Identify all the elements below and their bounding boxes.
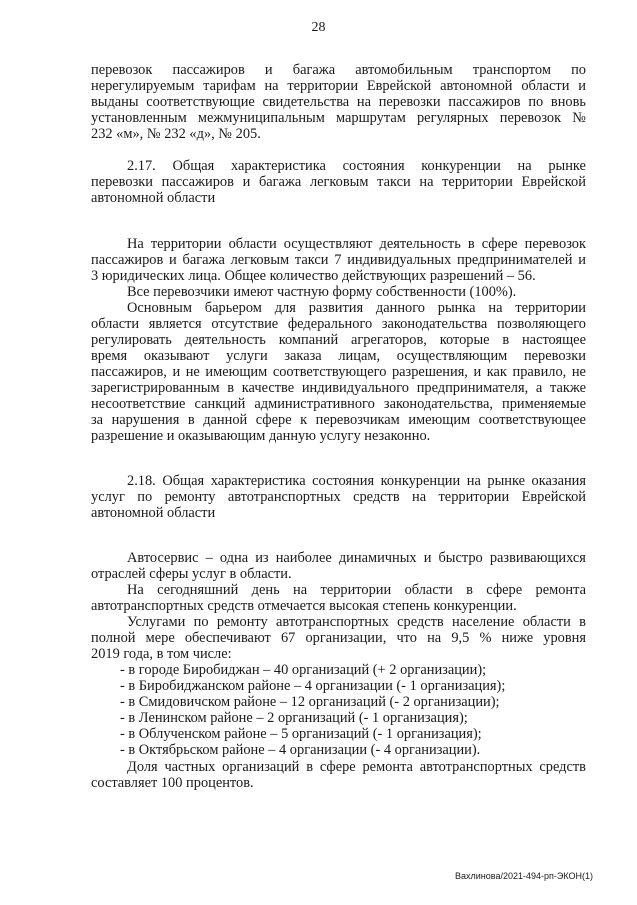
word: маршрутам bbox=[335, 110, 406, 126]
word: сфере bbox=[255, 412, 292, 428]
word: сфере bbox=[486, 582, 523, 598]
word: Доля bbox=[127, 759, 158, 775]
word: легковым bbox=[230, 252, 290, 268]
body-line bbox=[127, 300, 586, 316]
word: На bbox=[127, 236, 144, 252]
word: соответствующее bbox=[478, 412, 586, 428]
word: конкуренции bbox=[421, 158, 501, 174]
word: 2.17. bbox=[127, 158, 156, 174]
word: и bbox=[172, 364, 181, 380]
word: законодательства bbox=[381, 316, 488, 332]
list-item: - в Октябрьском районе – 4 организации (- 4 организации). bbox=[120, 742, 481, 758]
word: ремонта bbox=[362, 759, 413, 775]
word: и bbox=[242, 174, 251, 190]
word: развития bbox=[308, 300, 364, 316]
word: легковым bbox=[309, 174, 369, 190]
word: данного bbox=[375, 300, 425, 316]
word: перевозок bbox=[524, 236, 586, 252]
word: одна bbox=[219, 550, 249, 566]
word: сфере bbox=[481, 236, 518, 252]
word: багажа bbox=[182, 252, 225, 268]
word: пассажиров bbox=[161, 174, 234, 190]
heading-line bbox=[91, 489, 586, 505]
word: территории bbox=[320, 582, 392, 598]
word: предпринимателей bbox=[457, 252, 573, 268]
body-line: разрешение и оказывающим данную услугу незаконно. bbox=[91, 428, 431, 444]
word: и bbox=[423, 550, 432, 566]
word: деятельность bbox=[379, 236, 461, 252]
word: нерегулируемым bbox=[91, 78, 195, 94]
word: разрешения, bbox=[391, 364, 468, 380]
word: такси bbox=[377, 174, 411, 190]
word: на bbox=[264, 78, 279, 94]
word: % bbox=[479, 630, 492, 646]
word: за bbox=[91, 412, 104, 428]
word: настоящее bbox=[521, 332, 586, 348]
word: быстро bbox=[438, 550, 483, 566]
word: территории bbox=[287, 78, 359, 94]
word: для bbox=[274, 300, 296, 316]
word: и bbox=[169, 252, 177, 268]
word: пассажиров bbox=[91, 252, 164, 268]
body-line bbox=[91, 364, 586, 380]
word: 67 bbox=[280, 630, 296, 646]
word: Основным bbox=[127, 300, 192, 316]
word: на bbox=[466, 473, 481, 489]
word: состояния bbox=[342, 158, 405, 174]
word: санкций bbox=[194, 396, 246, 412]
word: зарегистрированным bbox=[91, 380, 220, 396]
word: на bbox=[517, 158, 532, 174]
word: время bbox=[91, 348, 128, 364]
word: также bbox=[550, 380, 586, 396]
word: нарушения bbox=[111, 412, 180, 428]
word: по bbox=[571, 62, 586, 78]
intro-line bbox=[91, 94, 586, 110]
word: средств bbox=[353, 489, 400, 505]
word: рынке bbox=[487, 473, 525, 489]
word: – bbox=[205, 550, 213, 566]
word: оказания bbox=[531, 473, 586, 489]
body-line bbox=[127, 550, 586, 566]
word: транспортом bbox=[472, 62, 551, 78]
word: такси bbox=[294, 252, 329, 268]
word: федерального bbox=[287, 316, 373, 332]
word: ремонту bbox=[216, 614, 268, 630]
word: на bbox=[412, 489, 427, 505]
word: имеющим bbox=[205, 364, 268, 380]
body-line bbox=[127, 614, 586, 630]
closing-line: составляет 100 процентов. bbox=[91, 775, 254, 791]
word: и bbox=[264, 62, 273, 78]
word: осуществляют bbox=[283, 236, 373, 252]
word: Общая bbox=[172, 158, 215, 174]
word: в bbox=[187, 412, 195, 428]
word: ремонту bbox=[164, 489, 216, 505]
word: межмуниципальным bbox=[197, 110, 325, 126]
word: полной bbox=[91, 630, 136, 646]
word: соответствующие bbox=[146, 94, 255, 110]
word: позволяющего bbox=[496, 316, 586, 332]
word: качестве bbox=[241, 380, 295, 396]
word: законодательства, bbox=[383, 396, 493, 412]
word: данной bbox=[203, 412, 248, 428]
word: Услугами bbox=[127, 614, 186, 630]
heading-line bbox=[127, 158, 586, 174]
word: организаций bbox=[222, 759, 300, 775]
word: конкуренции bbox=[380, 473, 461, 489]
word: барьером bbox=[204, 300, 262, 316]
word: что bbox=[396, 630, 417, 646]
word: динамичных bbox=[338, 550, 417, 566]
word: по bbox=[528, 94, 544, 110]
word: в bbox=[467, 236, 475, 252]
body-line bbox=[91, 630, 586, 646]
word: Еврейской bbox=[521, 489, 586, 505]
word: территории bbox=[438, 489, 510, 505]
word: сфере bbox=[319, 759, 356, 775]
word: отсутствие bbox=[211, 316, 279, 332]
heading-line bbox=[127, 473, 586, 489]
word: 2.18. bbox=[127, 473, 156, 489]
word: автотранспортных bbox=[276, 614, 389, 630]
word: перевозки bbox=[378, 94, 441, 110]
word: пассажиров, bbox=[91, 364, 167, 380]
body-line: автотранспортных средств отмечается высокая степень конкуренции. bbox=[91, 598, 517, 614]
heading-line: автономной области bbox=[91, 190, 216, 206]
intro-line bbox=[91, 78, 586, 94]
word: перевозчикам bbox=[315, 412, 400, 428]
word: перевозки bbox=[523, 348, 586, 364]
word: багажа bbox=[292, 62, 336, 78]
list-item: - в Биробиджанском районе – 4 организации (- 1 организация); bbox=[120, 678, 506, 694]
word: свидетельства bbox=[262, 94, 350, 110]
word: в bbox=[227, 380, 235, 396]
word: регулярных bbox=[416, 110, 489, 126]
word: наиболее bbox=[275, 550, 332, 566]
word: рынке bbox=[548, 158, 586, 174]
word: которые bbox=[439, 332, 490, 348]
word: территории bbox=[442, 174, 513, 190]
word: области bbox=[91, 316, 140, 332]
word: заказа bbox=[284, 348, 322, 364]
word: ремонта bbox=[535, 582, 586, 598]
word: применяемые bbox=[502, 396, 586, 412]
word: и bbox=[578, 78, 586, 94]
word: вновь bbox=[550, 94, 586, 110]
word: уровня bbox=[543, 630, 586, 646]
word: № bbox=[572, 110, 586, 126]
body-line bbox=[91, 380, 586, 396]
word: 7 bbox=[334, 252, 342, 268]
word: индивидуального bbox=[301, 380, 409, 396]
word: осуществляющим bbox=[396, 348, 508, 364]
word: перевозок bbox=[499, 110, 562, 126]
word: в bbox=[579, 614, 586, 630]
word: автономной bbox=[440, 78, 513, 94]
closing-line bbox=[127, 759, 586, 775]
word: компаний bbox=[278, 332, 339, 348]
word: и bbox=[473, 364, 482, 380]
word: день bbox=[251, 582, 280, 598]
word: организации, bbox=[305, 630, 387, 646]
word: несоответствие bbox=[91, 396, 186, 412]
intro-line bbox=[91, 62, 586, 78]
word: население bbox=[452, 614, 515, 630]
word: 9,5 bbox=[451, 630, 470, 646]
word: области bbox=[521, 78, 570, 94]
word: территории bbox=[515, 300, 586, 316]
word: частных bbox=[164, 759, 216, 775]
word: Автосервис bbox=[127, 550, 199, 566]
body-line bbox=[127, 236, 586, 252]
word: области bbox=[228, 236, 277, 252]
heading-line: автономной области bbox=[91, 505, 216, 521]
word: на bbox=[356, 94, 371, 110]
body-line: 3 юридических лица. Общее количество действующих разрешений – 56. bbox=[91, 268, 536, 284]
word: на bbox=[488, 300, 503, 316]
word: по bbox=[137, 489, 153, 505]
word: средств bbox=[397, 614, 444, 630]
word: не bbox=[571, 364, 586, 380]
word: пассажиров bbox=[172, 62, 245, 78]
word: индивидуальных bbox=[347, 252, 452, 268]
word: деятельность bbox=[184, 332, 266, 348]
word: услуги bbox=[226, 348, 268, 364]
word: характеристика bbox=[231, 158, 326, 174]
body-line bbox=[127, 582, 586, 598]
word: развивающихся bbox=[489, 550, 586, 566]
body-line: 2019 года, в том числе: bbox=[91, 646, 232, 662]
word: перевозки bbox=[91, 174, 153, 190]
word: административного bbox=[254, 396, 375, 412]
word: ниже bbox=[501, 630, 534, 646]
word: перевозок bbox=[91, 62, 153, 78]
word: характеристика bbox=[210, 473, 306, 489]
word: и bbox=[578, 252, 586, 268]
word: обеспечивают bbox=[184, 630, 271, 646]
word: автотранспортных bbox=[419, 759, 533, 775]
body-line bbox=[91, 316, 586, 332]
word: в bbox=[502, 332, 510, 348]
word: на bbox=[293, 582, 308, 598]
word: регулировать bbox=[91, 332, 172, 348]
word: в bbox=[306, 759, 313, 775]
word: автомобильным bbox=[355, 62, 453, 78]
word: по bbox=[193, 614, 209, 630]
list-item: - в городе Биробиджан – 40 организаций (+ 2 организации); bbox=[120, 662, 487, 678]
word: в bbox=[466, 582, 473, 598]
word: агрегаторов, bbox=[351, 332, 427, 348]
word: услуг bbox=[91, 489, 125, 505]
intro-line bbox=[91, 110, 586, 126]
word: территории bbox=[150, 236, 222, 252]
word: на bbox=[419, 174, 434, 190]
word: области bbox=[522, 614, 571, 630]
page-number: 28 bbox=[311, 20, 326, 35]
word: Еврейской bbox=[521, 174, 586, 190]
body-line: Все перевозчики имеют частную форму собственности (100%). bbox=[127, 284, 517, 300]
word: рынка bbox=[437, 300, 476, 316]
body-line: отраслей сферы услуг в области. bbox=[91, 566, 292, 582]
heading-line bbox=[91, 174, 586, 190]
word: состояния bbox=[312, 473, 375, 489]
body-line bbox=[91, 332, 586, 348]
word: На bbox=[127, 582, 144, 598]
word: средств bbox=[539, 759, 586, 775]
word: правило, bbox=[512, 364, 567, 380]
word: Еврейской bbox=[366, 78, 432, 94]
word: а bbox=[535, 380, 543, 396]
word: соответствующего bbox=[272, 364, 387, 380]
word: как bbox=[486, 364, 507, 380]
word: тарифам bbox=[203, 78, 256, 94]
word: к bbox=[300, 412, 308, 428]
body-line bbox=[91, 396, 586, 412]
body-line bbox=[91, 252, 586, 268]
word: Общая bbox=[162, 473, 205, 489]
word: установленным bbox=[91, 110, 187, 126]
body-line bbox=[91, 348, 586, 364]
word: багажа bbox=[258, 174, 302, 190]
list-item: - в Смидовичском районе – 12 организаций (- 2 организации); bbox=[120, 694, 500, 710]
word: мере bbox=[145, 630, 175, 646]
word: области bbox=[404, 582, 453, 598]
footer-reference: Вахлинова/2021-494-рп-ЭКОН(1) bbox=[455, 871, 593, 881]
word: не bbox=[185, 364, 200, 380]
word: пассажиров bbox=[448, 94, 521, 110]
word: лицам, bbox=[338, 348, 381, 364]
word: на bbox=[427, 630, 442, 646]
body-line bbox=[91, 412, 586, 428]
word: сегодняшний bbox=[157, 582, 239, 598]
word: из bbox=[255, 550, 269, 566]
intro-line: 232 «м», № 232 «д», № 205. bbox=[91, 126, 261, 142]
word: оказывают bbox=[143, 348, 210, 364]
list-item: - в Облученском районе – 5 организаций (- 1 организация); bbox=[120, 726, 482, 742]
word: является bbox=[148, 316, 202, 332]
word: автотранспортных bbox=[227, 489, 341, 505]
list-item: - в Ленинском районе – 2 организаций (- 1 организация); bbox=[120, 710, 468, 726]
word: выданы bbox=[91, 94, 139, 110]
word: имеющим bbox=[408, 412, 471, 428]
word: предпринимателя, bbox=[416, 380, 529, 396]
